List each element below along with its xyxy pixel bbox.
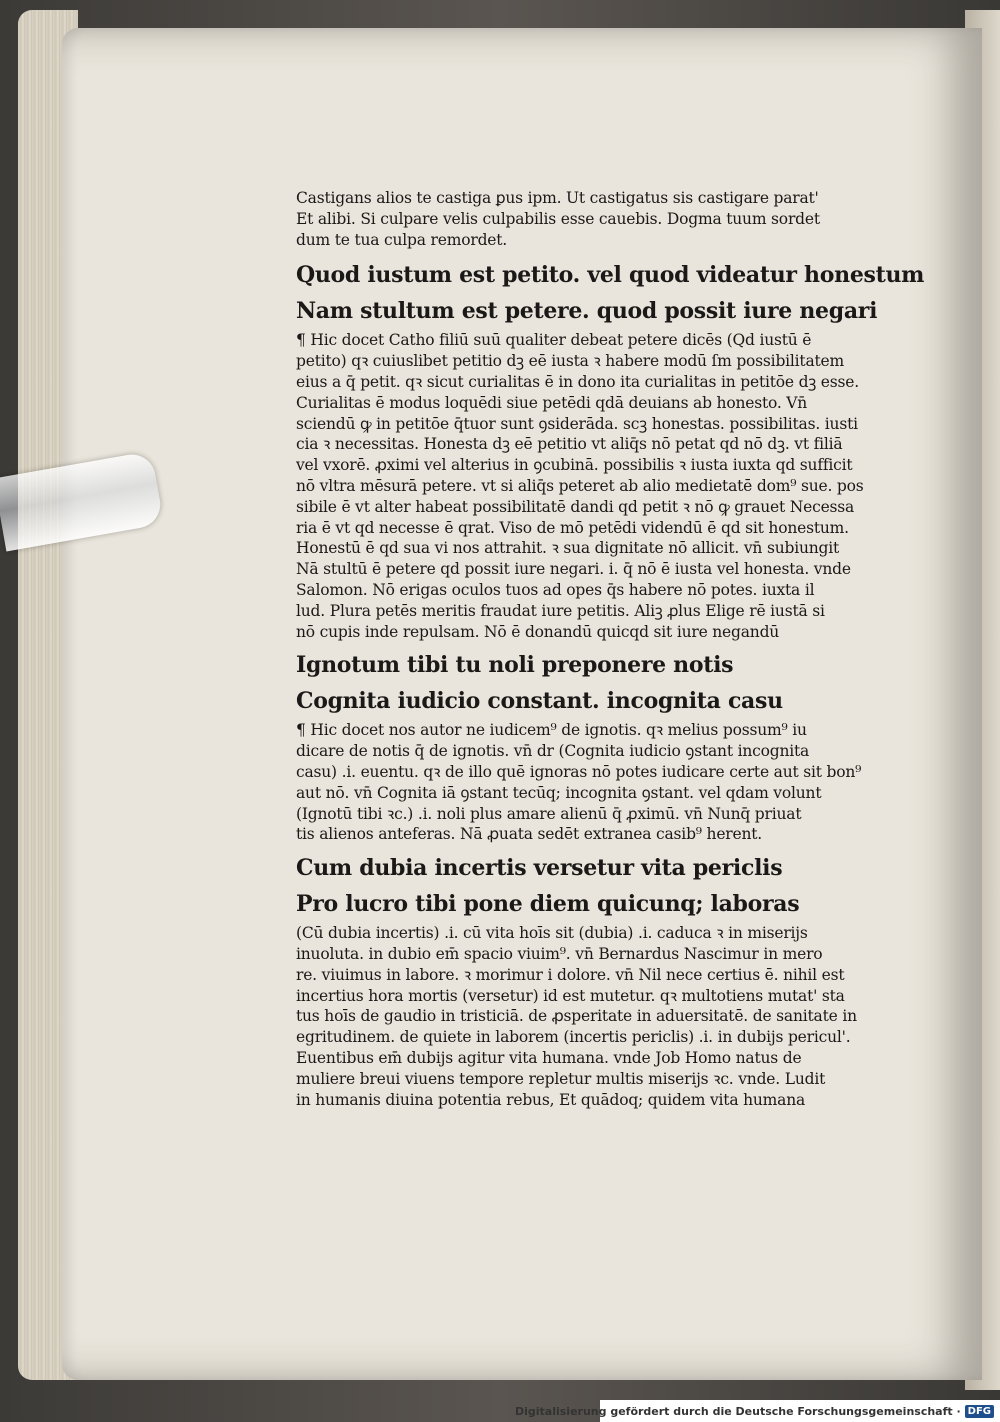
text-line: in humanis diuina potentia rebus, Et quādoq; quidem vita humana [296,1090,806,1109]
verse-line: Cum dubia incertis versetur vita periclis [296,855,783,882]
commentary-block-2 [296,330,896,642]
text-line: ria ē vt qd necesse ē qrat. Viso de mō petēdi videndū ē qd sit honestum. [296,518,849,537]
text-line: ¶ Hic docet nos autor ne iudicem⁹ de ignotis. qꝛ melius possum⁹ iu [296,721,807,740]
commentary-block-4 [296,923,896,1110]
text-line: aut nō. vn̄ Cognita iā ꝯstant tecūq; incognita ꝯstant. vel qdam volunt [296,783,822,802]
text-line: Salomon. Nō erigas oculos tuos ad opes q̄s habere nō potes. iuxta il [296,580,815,599]
dfg-logo: DFG [965,1405,994,1418]
text-line: re. viuimus in labore. ꝛ morimur i dolore. vn̄ Nil nece certius ē. nihil est [296,965,845,984]
text-line: (Ignotū tibi ꝛc.) .i. noli plus amare alienū q̄ ꝓximū. vn̄ Nunq̄ priuat [296,804,802,823]
text-line: Et alibi. Si culpare velis culpabilis esse cauebis. Dogma tuum sordet [296,209,820,228]
verse-line: Pro lucro tibi pone diem quicunq; laboras [296,891,800,918]
text-line: petito) qꝛ cuiuslibet petitio dꝫ eē iusta ꝛ habere modū ſm possibilitatem [296,352,845,371]
text-line: sciendū ꝙ in petitōe q̄tuor sunt ꝯsiderāda. scꝫ honestas. possibilitas. iusti [296,414,858,433]
text-line: tus hoīs de gaudio in tristiciā. de ꝓsperitate in aduersitatē. de sanitate in [296,1007,857,1026]
text-line: incertius hora mortis (versetur) id est mutetur. qꝛ multotiens mutat' sta [296,986,845,1005]
page-text [296,188,925,1110]
text-line: tis alienos anteferas. Nā ꝓuata sedēt extranea casib⁹ herent. [296,825,763,844]
text-line: nō vltra mēsurā petere. vt si aliq̄s peteret ab alio medietatē dom⁹ sue. pos [296,476,864,495]
text-line: ¶ Hic docet Catho filiū suū qualiter debeat petere dicēs (Qd iustū ē [296,331,812,350]
text-line: Curialitas ē modus loquēdi siue petēdi qdā deuians ab honesto. Vn̄ [296,393,808,412]
text-line: lud. Plura petēs meritis fraudat iure petitis. Aliꝫ ꝓlus Elige rē iustā si [296,601,825,620]
footer-credit-bar [514,1400,1000,1422]
commentary-block-1 [296,188,896,250]
text-line: Nā stultū ē petere qd possit iure negari. i. q̄ nō ē iusta vel honesta. vnde [296,560,851,579]
text-line: eius a q̄ petit. qꝛ sicut curialitas ē in dono ita curialitas in petitōe dꝫ esse. [296,372,859,391]
verse-line: Ignotum tibi tu noli preponere notis [296,652,734,679]
text-line: casu) .i. euentu. qꝛ de illo quē ignoras nō potes iudicare certe aut sit bon⁹ [296,762,862,781]
text-line: dum te tua culpa remordet. [296,230,508,249]
text-line: (Cū dubia incertis) .i. cū vita hoīs sit (dubia) .i. caduca ꝛ in miserijs [296,924,808,943]
text-line: inuoluta. in dubio em̄ spacio viuim⁹. vn̄ Bernardus Nascimur in mero [296,944,823,963]
text-line: Euentibus em̄ dubijs agitur vita humana. vnde Job Homo natus de [296,1048,802,1067]
text-line: vel vxorē. ꝓximi vel alterius in ꝯcubinā. possibilis ꝛ iusta iuxta qd sufficit [296,456,853,475]
commentary-block-3 [296,720,896,845]
verse-line: Cognita iudicio constant. incognita casu [296,688,783,715]
verse-line: Quod iustum est petito. vel quod videatur honestum [296,262,925,289]
text-line: cia ꝛ necessitas. Honesta dꝫ eē petitio vt aliq̄s nō petat qd nō dꝫ. vt filiā [296,435,843,454]
text-line: dicare de notis q̄ de ignotis. vn̄ dr (Cognita iudicio ꝯstant incognita [296,742,810,761]
text-line: muliere breui viuens tempore repletur multis miserijs ꝛc. vnde. Ludit [296,1069,826,1088]
text-line: nō cupis inde repulsam. Nō ē donandū quicqd sit iure negandū [296,622,780,641]
funding-credit: Digitalisierung gefördert durch die Deutsche Forschungsgemeinschaft · [514,1404,961,1418]
text-line: Honestū ē qd sua vi nos attrahit. ꝛ sua dignitate nō allicit. vn̄ subiungit [296,539,840,558]
verse-line: Nam stultum est petere. quod possit iure negari [296,298,878,325]
text-line: egritudinem. de quiete in laborem (incertis periclis) .i. in dubijs pericul'. [296,1028,851,1047]
text-line: Castigans alios te castiga ꝑus ipm. Ut castigatus sis castigare parat' [296,189,819,207]
text-line: sibile ē vt alter habeat possibilitatē dandi qd petit ꝛ nō ꝙ grauet Necessa [296,497,855,516]
